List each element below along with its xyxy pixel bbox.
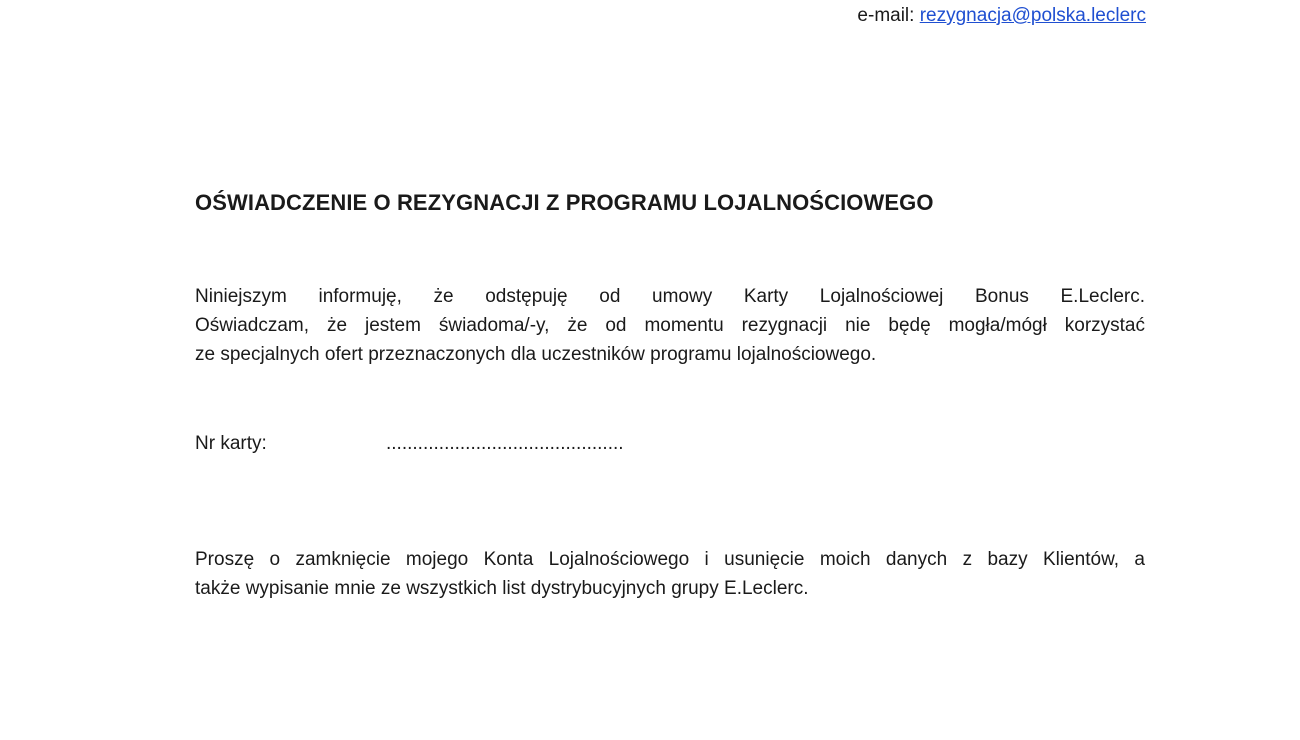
request-line-2: także wypisanie mnie ze wszystkich list dystrybucyjnych grupy E.Leclerc. xyxy=(195,578,809,599)
email-link[interactable]: rezygnacja@polska.leclerc xyxy=(919,5,1146,26)
email-label: e-mail: xyxy=(857,5,915,26)
card-number-field: ............................................. xyxy=(386,433,624,454)
card-number-label: Nr karty: xyxy=(195,433,267,454)
statement-line-2: Oświadczam, że jestem świadoma/-y, że od momentu rezygnacji nie będę mogła/mógł korzystać xyxy=(195,315,1145,336)
statement-line-3: ze specjalnych ofert przeznaczonych dla uczestników programu lojalnościowego. xyxy=(195,344,877,365)
statement-line-1: Niniejszym informuję, że odstępuję od umowy Karty Lojalnościowej Bonus E.Leclerc. xyxy=(195,286,1145,307)
card-number-row xyxy=(195,429,624,458)
document-title: OŚWIADCZENIE O REZYGNACJI Z PROGRAMU LOJALNOŚCIOWEGO xyxy=(195,190,934,215)
request-paragraph xyxy=(195,545,1145,603)
statement-paragraph xyxy=(195,282,1145,369)
contact-line xyxy=(857,2,1146,30)
request-line-1: Proszę o zamknięcie mojego Konta Lojalnościowego i usunięcie moich danych z bazy Klientów, a xyxy=(195,549,1145,570)
